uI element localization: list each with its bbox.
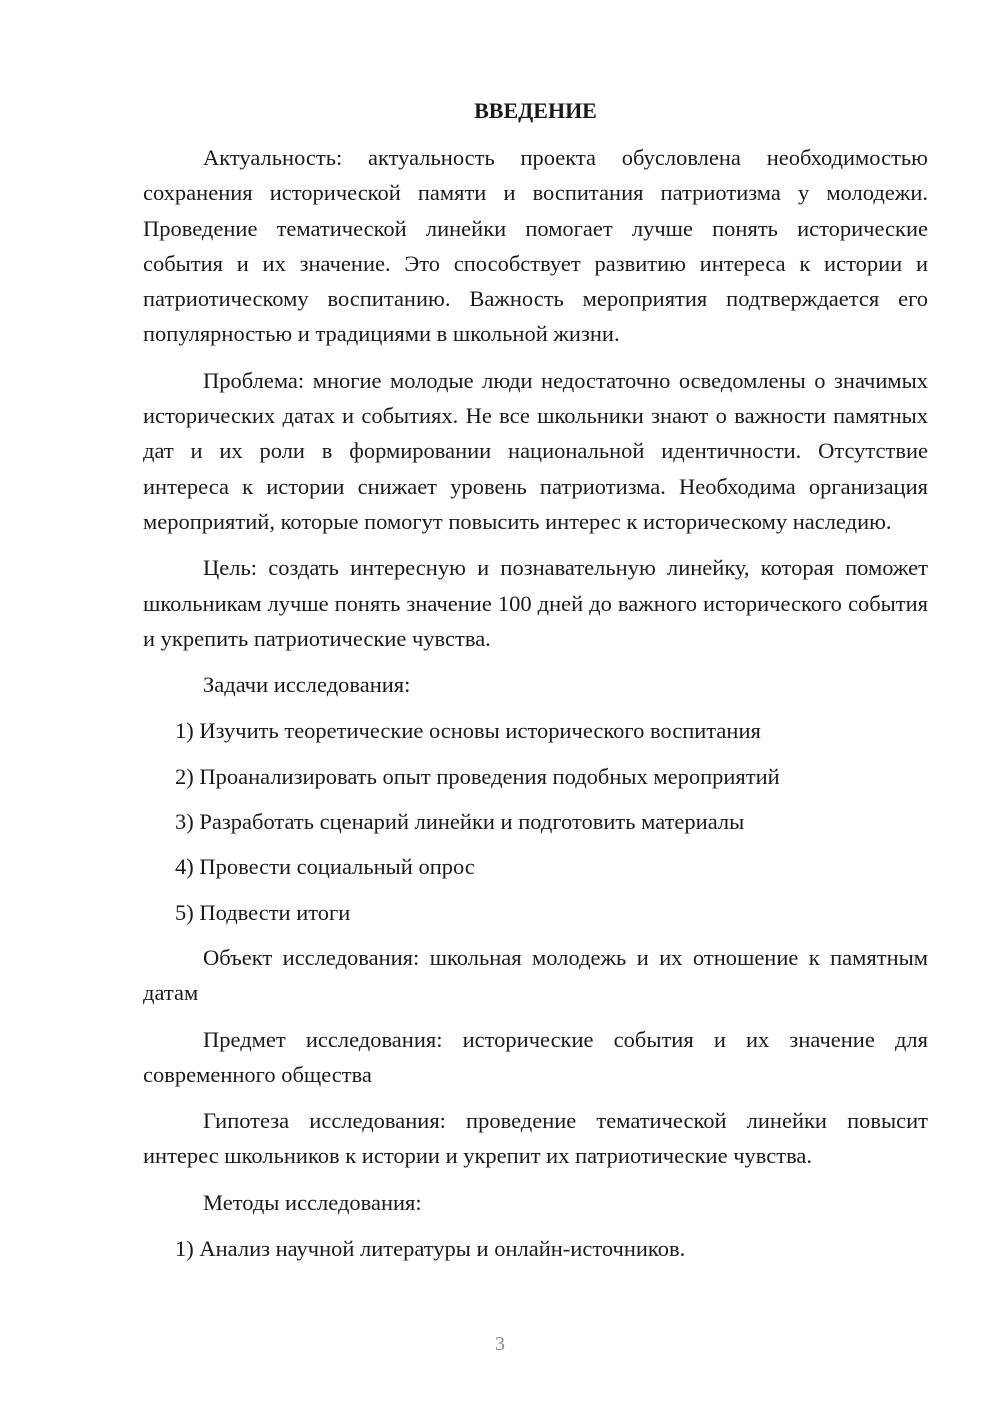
task-item-4: 4) Провести социальный опрос [175,854,475,880]
methods-heading: Методы исследования: [203,1189,422,1215]
paragraph-relevance: Актуальность: актуальность проекта обусловлена необходимостью сохранения исторической памяти и воспитания патриотизма у молодежи. Проведение тематической линейки помогает лучше понять исторические события и их значение. Это способствует развитию интереса к истории и патриотическому воспитанию. Важность мероприятия подтверждается его популярностью и традициями в школьной жизни. [143,145,928,347]
paragraph-hypothesis: Гипотеза исследования: проведение тематической линейки повысит интерес школьников к истории и укрепит их патриотические чувства. [143,1108,928,1169]
task-item-5: 5) Подвести итоги [175,899,351,925]
paragraph-goal: Цель: создать интересную и познавательную линейку, которая поможет школьникам лучше понять значение 100 дней до важного исторического события и укрепить патриотические чувства. [143,555,928,651]
page-body [143,93,928,1276]
paragraph-subject: Предмет исследования: исторические события и их значение для современного общества [143,1026,928,1087]
paragraph-object: Объект исследования: школьная молодежь и их отношение к памятным датам [143,944,928,1006]
paragraph-problem: Проблема: многие молодые люди недостаточно осведомлены о значимых исторических датах и событиях. Не все школьники знают о важности памятных дат и их роли в формировании национальной идентичности. Отсутствие интереса к истории снижает уровень патриотизма. Необходима организация мероприятий, которые помогут повысить интерес к историческому наследию. [143,367,928,534]
method-item-1: 1) Анализ научной литературы и онлайн-источников. [175,1236,686,1262]
tasks-heading: Задачи исследования: [203,672,411,698]
page-number: 3 [495,1333,505,1355]
task-item-3: 3) Разработать сценарий линейки и подготовить материалы [175,809,745,835]
page-title: ВВЕДЕНИЕ [474,98,597,123]
task-item-1: 1) Изучить теоретические основы исторического воспитания [175,718,761,744]
task-item-2: 2) Проанализировать опыт проведения подобных мероприятий [175,763,780,789]
